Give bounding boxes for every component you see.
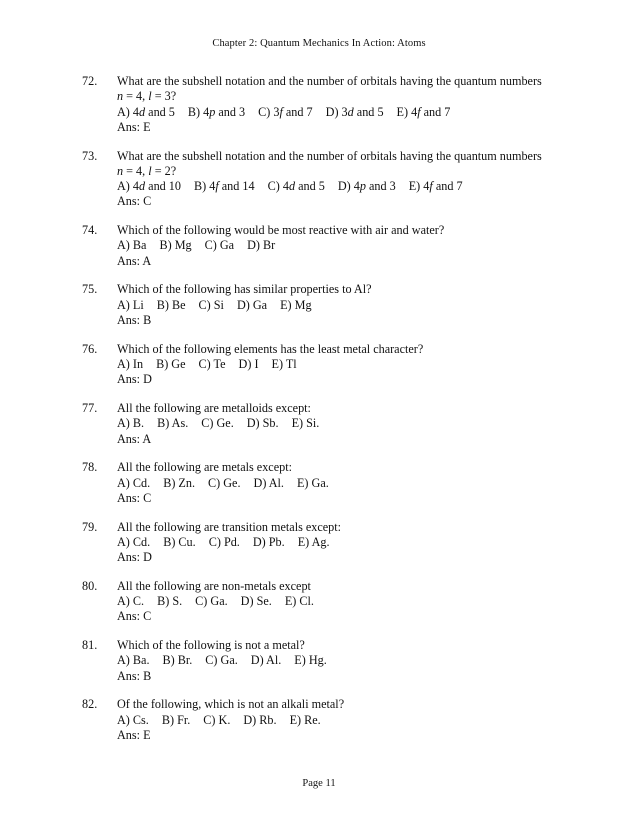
answer-options [117,179,582,194]
answer-option: C) 4d and 5 [267,179,325,194]
answer-options [117,105,582,120]
answer-options [117,238,582,253]
answer-option: C) Pd. [208,534,240,549]
answer-option: C) Si [198,297,224,312]
answer-option: D) Br [247,238,276,253]
question-text: Which of the following would be most reactive with air and water? [117,223,445,238]
answer-option: E) 4f and 7 [396,104,451,119]
answer-key: Ans: E [117,119,151,134]
question-number: 74. [82,223,98,238]
answer-option: B) S. [157,594,183,609]
question-text: Which of the following is not a metal? [117,638,305,653]
answer-option: A) Li [117,297,144,312]
answer-option: D) Rb. [243,712,277,727]
answer-key: Ans: E [117,728,151,742]
answer-option: C) Ge. [208,475,241,490]
question-item [82,401,582,447]
answer-option: B) Br. [162,653,193,668]
answer-option: C) K. [203,712,231,727]
answer-option: B) 4p and 3 [187,104,246,119]
page-number: Page 11 [302,778,336,789]
answer-option: A) 4d and 5 [117,104,175,119]
question-text: All the following are metalloids except: [117,401,311,415]
answer-option: E) Cl. [284,594,314,609]
question-number: 80. [82,578,98,593]
answer-option: E) Re. [289,712,321,727]
answer-key: Ans: B [117,668,152,683]
answer-option: D) Se. [240,594,272,609]
answer-option: A) In [117,357,144,372]
question-number: 77. [82,401,98,415]
answer-option: E) Si. [291,416,320,431]
answer-option: C) Ge. [201,416,234,431]
answer-option: C) Ga [204,238,235,253]
answer-option: B) As. [157,416,189,431]
answer-option: D) Al. [250,653,282,668]
answer-option: D) Ga [236,297,268,312]
question-number: 78. [82,460,98,475]
question-number: 75. [82,282,98,297]
question-list [0,74,638,757]
question-text: Which of the following has similar properties to Al? [117,282,372,297]
answer-option: D) 3d and 5 [325,104,384,119]
answer-option: B) Ge [156,357,186,372]
question-item [82,638,582,684]
question-text: What are the subshell notation and the number of orbitals having the quantum numbers [117,148,542,163]
answer-option: D) 4p and 3 [337,179,396,194]
answer-options [117,594,582,609]
answer-option: B) Be [156,297,186,312]
question-text: All the following are transition metals except: [117,519,342,534]
answer-options [117,416,582,431]
question-item [82,460,582,506]
question-text: All the following are non-metals except [117,578,311,593]
page-header: Chapter 2: Quantum Mechanics In Action: Atoms [212,38,426,49]
answer-option: A) C. [117,594,145,609]
question-item [82,697,582,743]
answer-option: A) Ba [117,238,147,253]
question-number: 79. [82,519,98,534]
question-number: 73. [82,148,98,163]
quantum-numbers: n = 4, l = 2? [117,163,177,178]
answer-option: E) Ag. [297,534,330,549]
answer-option: A) Cs. [117,712,149,727]
answer-option: B) Cu. [163,534,196,549]
question-text: All the following are metals except: [117,460,292,475]
question-item [82,342,582,388]
answer-option: B) 4f and 14 [194,179,255,194]
answer-key: Ans: C [117,194,152,209]
question-number: 72. [82,74,98,88]
answer-options [117,653,582,668]
answer-option: A) Ba. [117,653,150,668]
answer-option: D) Sb. [246,416,279,431]
answer-option: B) Mg [159,238,192,253]
answer-option: E) 4f and 7 [408,179,463,194]
question-text: Which of the following elements has the least metal character? [117,341,424,356]
question-item [82,282,582,328]
answer-option: C) Ga. [195,594,228,609]
question-text: Of the following, which is not an alkali metal? [117,697,345,712]
answer-key: Ans: D [117,372,152,387]
answer-option: A) Cd. [117,475,151,490]
answer-option: C) Te [198,357,226,372]
quantum-numbers: n = 4, l = 3? [117,89,177,104]
answer-option: E) Tl [271,357,297,372]
answer-option: A) Cd. [117,534,151,549]
answer-key: Ans: D [117,550,152,565]
answer-option: D) Pb. [252,534,285,549]
question-number: 82. [82,697,98,712]
question-item [82,579,582,625]
answer-key: Ans: C [117,609,152,624]
answer-option: B) Zn. [163,475,196,490]
answer-key: Ans: C [117,490,152,505]
answer-option: B) Fr. [161,712,191,727]
answer-options [117,357,582,372]
answer-key: Ans: A [117,253,152,268]
answer-option: A) 4d and 10 [117,179,181,194]
question-number: 76. [82,341,98,356]
answer-option: E) Hg. [294,653,327,668]
answer-options [117,535,582,550]
question-item [82,520,582,566]
question-item [82,149,582,210]
answer-option: C) 3f and 7 [258,104,313,119]
answer-option: A) B. [117,416,145,431]
answer-option: E) Mg [280,297,312,312]
question-number: 81. [82,638,98,653]
answer-key: Ans: A [117,431,152,446]
answer-key: Ans: B [117,313,152,328]
answer-option: D) Al. [253,475,284,490]
answer-option: E) Ga. [296,475,329,490]
answer-option: D) I [238,357,259,372]
answer-options [117,476,582,491]
answer-option: C) Ga. [205,653,238,668]
question-item [82,223,582,269]
answer-options [117,713,582,728]
question-text: What are the subshell notation and the number of orbitals having the quantum numbers [117,74,542,88]
question-item [82,74,582,135]
answer-options [117,298,582,313]
